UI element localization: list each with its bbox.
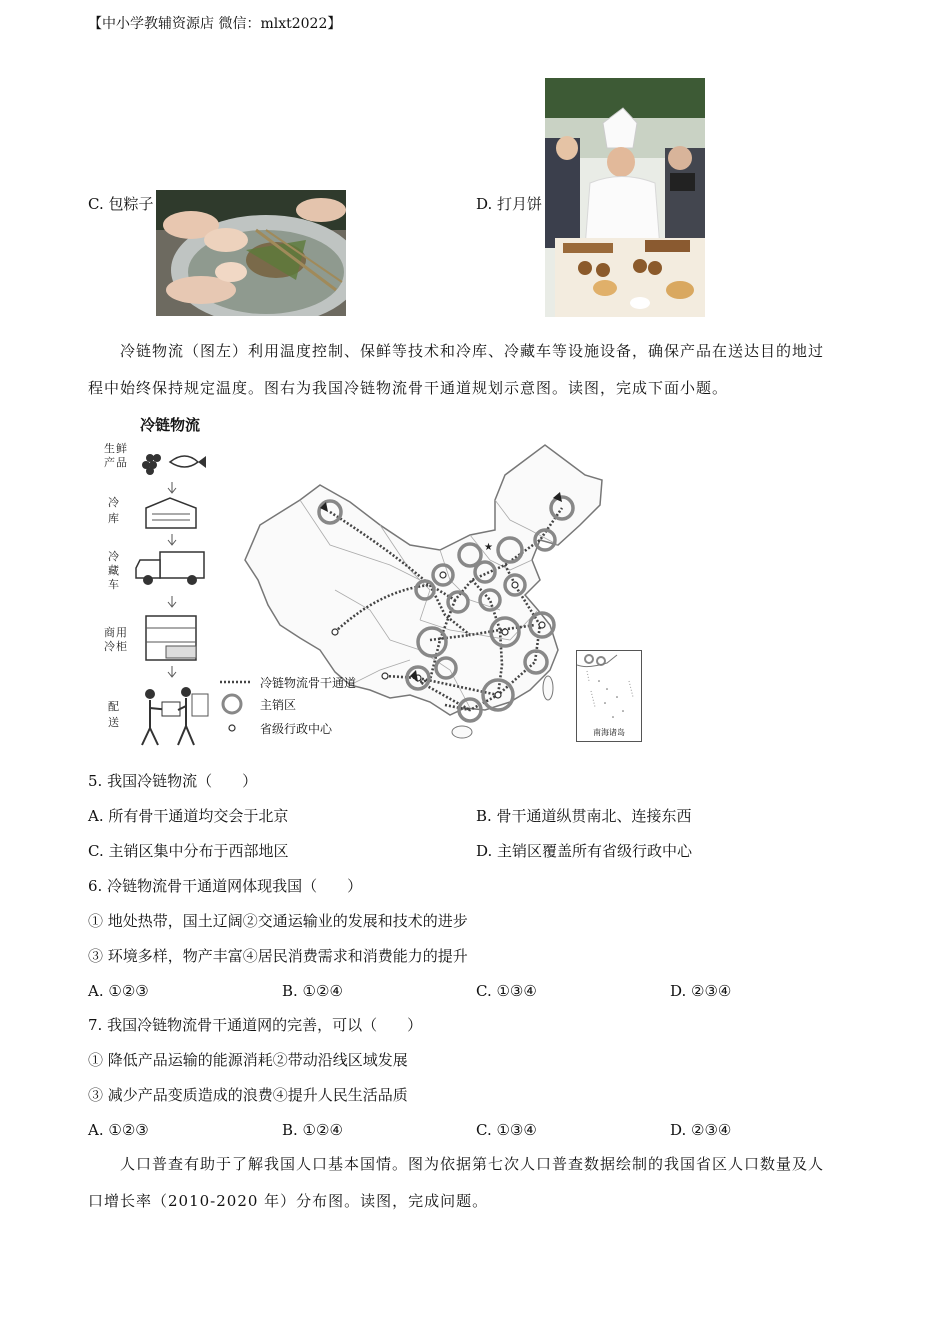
arrow-icon <box>168 482 176 493</box>
taiwan-island <box>543 676 553 700</box>
q6-option-c[interactable]: C. ①③④ <box>476 982 537 1000</box>
svg-text:冷: 冷 <box>108 550 119 563</box>
capital-legend-icon <box>229 725 235 731</box>
svg-text:商: 商 <box>104 626 115 639</box>
intro-paragraph <box>88 333 868 407</box>
svg-text:产: 产 <box>104 456 115 469</box>
hainan-island <box>452 726 472 738</box>
flow-title: 冷链物流 <box>140 416 201 434</box>
option-c-label: C. 包粽子 <box>88 195 154 213</box>
svg-text:配: 配 <box>108 700 119 713</box>
svg-text:生: 生 <box>104 442 115 455</box>
q6-statement-1: ① 地处热带，国土辽阔②交通运输业的发展和技术的进步 <box>88 912 468 930</box>
svg-text:用: 用 <box>116 626 127 639</box>
svg-text:送: 送 <box>108 716 119 729</box>
q5-stem: 5. 我国冷链物流（ ） <box>88 772 258 790</box>
q7-stem: 7. 我国冷链物流骨干通道网的完善，可以（ ） <box>88 1016 423 1034</box>
truck-icon <box>136 552 204 585</box>
q6-stem: 6. 冷链物流骨干通道网体现我国（ ） <box>88 877 363 895</box>
flow-step-freezer <box>104 625 127 653</box>
q6-option-b[interactable]: B. ①②④ <box>282 982 343 1000</box>
legend-channel-label: 冷链物流骨干通道 <box>260 676 357 690</box>
intro-line-1: 冷链物流（图左）利用温度控制、保鲜等技术和冷库、冷藏车等设施设备，确保产品在送达目的地过 <box>120 342 825 360</box>
q7-option-b[interactable]: B. ①②④ <box>282 1121 343 1139</box>
market-legend-icon <box>223 695 241 713</box>
svg-text:库: 库 <box>108 512 119 525</box>
south-china-sea-inset <box>576 650 642 742</box>
arrow-icon <box>168 666 176 677</box>
header-watermark: 【中小学教辅资源店 微信：mlxt2022】 <box>88 16 342 32</box>
q7-statement-2: ③ 减少产品变质造成的浪费④提升人民生活品质 <box>88 1086 408 1104</box>
intro-line-2: 程中始终保持规定温度。图右为我国冷链物流骨干通道规划示意图。读图，完成下面小题。 <box>88 379 729 397</box>
china-cold-chain-map <box>240 440 645 745</box>
outro-paragraph <box>88 1146 868 1220</box>
outro-line-1: 人口普查有助于了解我国人口基本国情。图为依据第七次人口普查数据绘制的我国省区人口数量及人 <box>120 1155 825 1173</box>
svg-text:藏: 藏 <box>108 564 119 577</box>
flow-step-cold-storage <box>108 495 119 525</box>
q7-statement-1: ① 降低产品运输的能源消耗②带动沿线区域发展 <box>88 1051 408 1069</box>
mooncake-photo <box>545 78 705 317</box>
q6-option-d[interactable]: D. ②③④ <box>670 982 732 1000</box>
q5-option-d[interactable]: D. 主销区覆盖所有省级行政中心 <box>476 842 693 860</box>
svg-text:品: 品 <box>116 456 127 469</box>
flow-step-truck <box>108 549 119 591</box>
flow-step-fresh <box>104 441 127 469</box>
cold-chain-flow-figure <box>100 410 240 755</box>
freezer-icon <box>146 616 196 660</box>
svg-text:鲜: 鲜 <box>116 442 127 455</box>
arrow-icon <box>168 534 176 545</box>
map-legend <box>220 672 380 742</box>
q5-option-c[interactable]: C. 主销区集中分布于西部地区 <box>88 842 289 860</box>
q6-statement-2: ③ 环境多样，物产丰富④居民消费需求和消费能力的提升 <box>88 947 468 965</box>
flow-step-delivery <box>108 700 119 729</box>
legend-capital-label: 省级行政中心 <box>260 722 333 736</box>
beijing-star-icon: ★ <box>484 542 493 553</box>
svg-text:车: 车 <box>108 578 119 591</box>
zongzi-photo <box>156 190 346 316</box>
svg-text:冷: 冷 <box>104 640 115 653</box>
svg-text:冷: 冷 <box>108 496 119 509</box>
arrow-icon <box>168 596 176 607</box>
q6-option-a[interactable]: A. ①②③ <box>88 982 149 1000</box>
outro-line-2: 口增长率（2010-2020 年）分布图。读图，完成问题。 <box>88 1192 489 1210</box>
grapes-fish-icon <box>142 454 206 475</box>
delivery-people-icon <box>142 687 208 745</box>
q7-option-a[interactable]: A. ①②③ <box>88 1121 149 1139</box>
inset-label: 南海诸岛 <box>593 728 625 737</box>
option-d-label: D. 打月饼 <box>476 195 543 213</box>
legend-market-label: 主销区 <box>260 698 297 712</box>
q7-option-d[interactable]: D. ②③④ <box>670 1121 732 1139</box>
q5-option-b[interactable]: B. 骨干通道纵贯南北、连接东西 <box>476 807 692 825</box>
svg-text:柜: 柜 <box>116 640 127 653</box>
q5-option-a[interactable]: A. 所有骨干通道均交会于北京 <box>88 807 289 825</box>
warehouse-icon <box>146 498 196 528</box>
q7-option-c[interactable]: C. ①③④ <box>476 1121 537 1139</box>
